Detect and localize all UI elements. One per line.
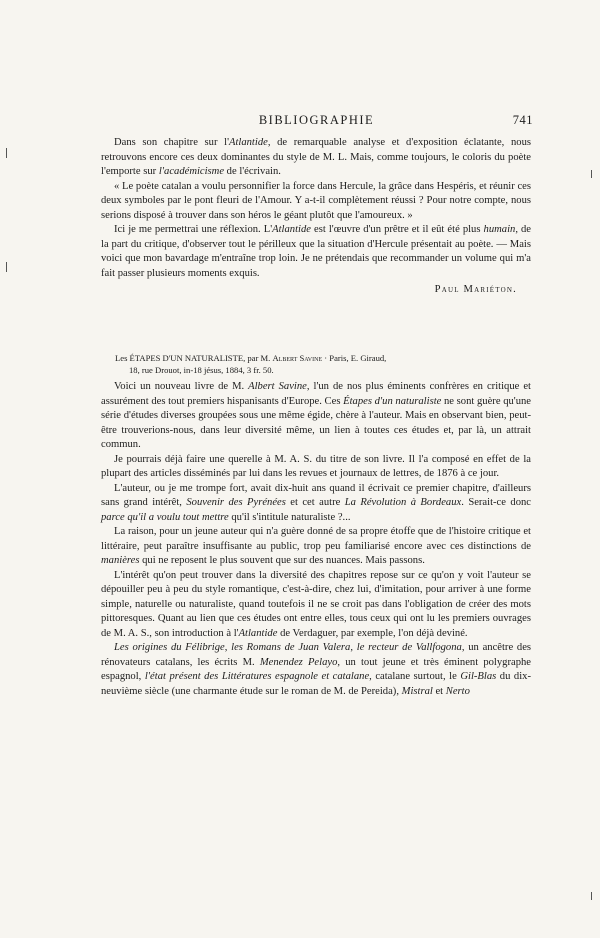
paragraph xyxy=(101,569,531,642)
text-run: , xyxy=(350,642,357,653)
text-run: « Le poète catalan a voulu personnifier la force dans Hercule, la grâce dans Hespéris, et réunir ces deux symboles par le pont fleuri de l'Amour. Y a-t-il complètement réussi ? Pour notre compte, nous serions disposé à trouver dans son héros le géant plutôt que l'amoureux. » xyxy=(101,180,531,221)
italic-run: les Romans de Juan Valera xyxy=(231,642,351,653)
text-run: Voici un nouveau livre de M. xyxy=(114,381,249,392)
text-run: qui ne reposent le plus souvent que sur des nuances. Mais passons. xyxy=(139,555,425,566)
text-run: est l'œuvre d'un prêtre et il eût été plus xyxy=(310,224,484,235)
paragraph xyxy=(101,223,531,281)
italic-run: humain xyxy=(483,224,516,235)
text-run: et cet autre xyxy=(285,497,345,508)
notice-line-1 xyxy=(101,352,531,364)
italic-run: Gil-Blas xyxy=(460,671,497,682)
right-margin-mark xyxy=(591,170,592,178)
review-etapes xyxy=(101,380,531,699)
notice-publisher: · Paris, E. Giraud, xyxy=(322,353,387,363)
text-run: . Serait-ce donc xyxy=(461,497,531,508)
italic-run: manières xyxy=(101,555,140,566)
notice-author: Albert Savine xyxy=(272,353,323,363)
italic-run: l'état présent des Littératures espagnole et catalane xyxy=(144,671,370,682)
italic-run: l'académicisme xyxy=(158,166,225,177)
text-run: L'auteur, ou je me trompe fort, avait dix-huit ans quand il écrivait ce premier chapitre, d'ailleurs sans grand intérêt, xyxy=(101,482,531,508)
italic-run: La Révolution à Bordeaux xyxy=(344,497,462,508)
text-run: , catalane surtout, le xyxy=(369,671,461,682)
page-number: 741 xyxy=(512,113,533,127)
italic-run: Étapes d'un naturaliste xyxy=(343,395,442,407)
paragraph xyxy=(101,641,531,699)
paragraph xyxy=(101,136,531,180)
text-run: , de remarquable analyse et d'exposition éclatante, nous retrouvons encore ces deux dominantes du style de M. L. Mais, comme toujours, le coloris du poète l'emporte sur xyxy=(101,137,531,177)
review-signature: Paul Mariéton. xyxy=(434,284,517,295)
text-run: , de la part du critique, d'observer tout le périlleux que la situation d'Hercule présentait au poète. — Mais voici que mon bavardage m'entraîne trop loin. Je ne prétendais que recommander un volume qui m'a fait passer plusieurs moments exquis. xyxy=(101,224,532,279)
paragraph xyxy=(101,482,531,526)
text-run: Ici je me permettrai une réflexion. L' xyxy=(114,224,273,235)
text-run: et xyxy=(432,685,446,697)
text-run: , l'un de nos plus éminents confrères en critique et assurément des tout premiers hispanisants d'Europe. Ces xyxy=(101,381,531,407)
text-run: de l'écrivain. xyxy=(224,166,281,177)
text-run: , un ancêtre des rénovateurs catalans, les écrits M. xyxy=(101,642,532,668)
running-header xyxy=(100,113,533,129)
text-run: ne sont guère qu'une série d'études diverses groupées sous une même égide, chère à l'auteur. Mais en observant bien, peut-être trouverions-nous, dans leur diversité même, un lien à toutes ces études et, par là, un attrait commun. xyxy=(101,395,531,450)
text-run: Dans son chapitre sur l' xyxy=(114,137,229,148)
italic-run: Souvenir des Pyrénées xyxy=(186,497,286,508)
text-run: La raison, pour un jeune auteur qui n'a guère donné de sa propre étoffe que de l'histoire critique et littéraire, peut paraître insuffisante au public, trop peu familiarisé encore avec ces distinctions de xyxy=(101,526,531,552)
italic-run: Les origines du Félibrige xyxy=(114,642,225,653)
running-title: BIBLIOGRAPHIE xyxy=(258,113,375,127)
text-run: du dix-neuvième siècle (une charmante étude sur le roman de M. de Pereida), xyxy=(101,671,531,697)
text-run: qu'il s'intitule naturaliste ?... xyxy=(228,511,351,523)
text-run: Je pourrais déjà faire une querelle à M. A. S. du titre de son livre. Il l'a composé en effet de la plupart des articles disséminés par lui dans les revues et journaux de lettres, de 1876 à ce jour. xyxy=(101,453,531,479)
review-atlantide xyxy=(101,136,531,298)
notice-line-2: 18, rue Drouot, in-18 jésus, 1884, 3 fr. 50. xyxy=(129,365,274,375)
text-run: , un tout jeune et très éminent polygraphe espagnol, xyxy=(101,656,531,682)
italic-run: Menendez Pelayo xyxy=(259,656,338,668)
italic-run: Atlantide xyxy=(238,627,278,639)
italic-run: Atlantide xyxy=(272,224,311,235)
right-margin-mark xyxy=(591,892,592,900)
left-margin-mark xyxy=(6,262,7,272)
notice-title: Les ÉTAPES D'UN NATURALISTE, par M. xyxy=(115,353,273,363)
book-notice xyxy=(101,352,531,376)
italic-run: le recteur de Vallfogona xyxy=(356,642,462,653)
paragraph xyxy=(101,453,531,482)
italic-run: Albert Savine xyxy=(248,381,307,392)
paragraph xyxy=(101,525,531,569)
text-run: , xyxy=(224,642,232,653)
text-run: de Verdaguer, par exemple, l'on déjà deviné. xyxy=(277,627,468,639)
italic-run: parce qu'il a voulu tout mettre xyxy=(101,511,229,523)
italic-run: Nerto xyxy=(445,685,470,697)
text-run: L'intérêt qu'on peut trouver dans la diversité des chapitres repose sur ce qu'on y voit l'auteur se dépouiller peu à peu du style romantique, c'est-à-dire, chez lui, d'imitation, pour arriver à une forme simple, naturelle ou naturaliste, quand toutefois il ne se croit pas dans l'obligation de créer des mots pittoresques. Quant au lien que ces études ont entre elles, tous ceux qui ont lu les premiers ouvrages de M. A. S., son introduction à l' xyxy=(101,569,531,639)
italic-run: Atlantide xyxy=(228,137,268,148)
left-margin-mark xyxy=(6,148,7,158)
paragraph xyxy=(101,380,531,453)
paragraph xyxy=(101,180,531,224)
italic-run: Mistral xyxy=(401,685,433,697)
